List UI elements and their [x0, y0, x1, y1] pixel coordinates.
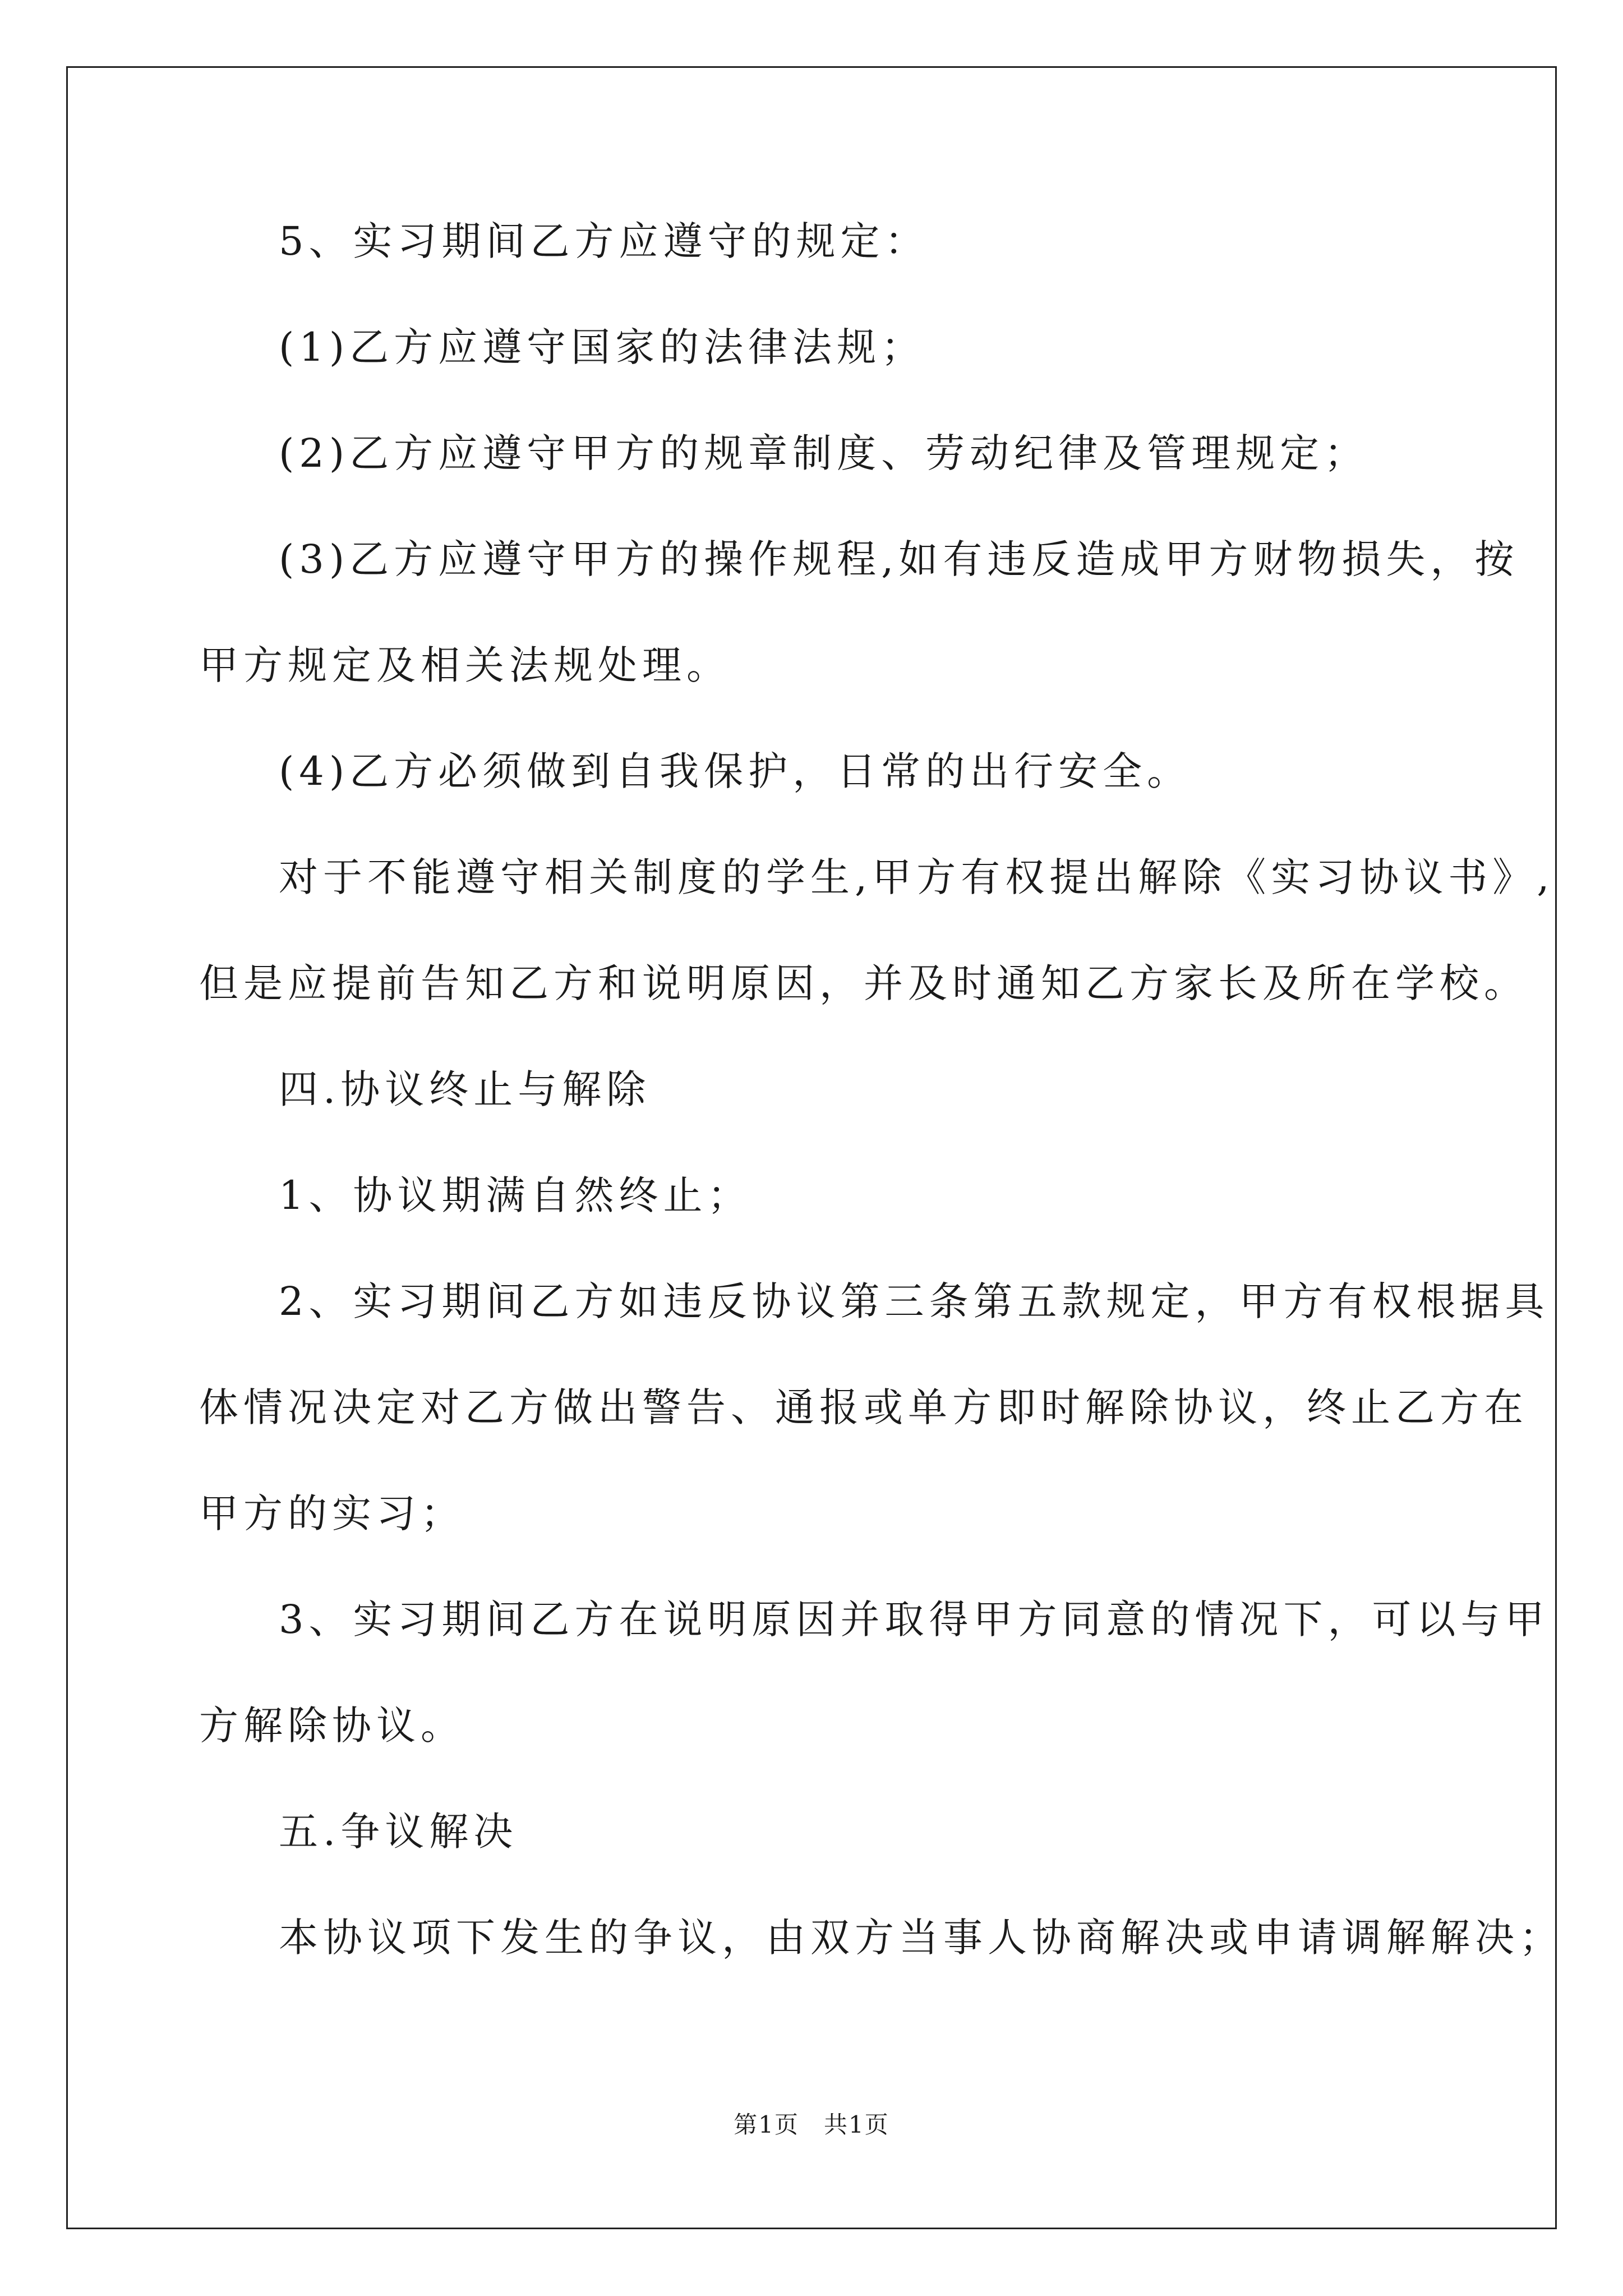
section-5-paragraph: 本协议项下发生的争议，由双方当事人协商解决或申请调解解决；	[279, 1915, 1564, 1961]
section-5-heading: 五.争议解决	[279, 1809, 518, 1855]
clause-5-item-3: (3)乙方应遵守甲方的操作规程,如有违反造成甲方财物损失，按	[279, 536, 1519, 582]
clause-5-heading: 5、实习期间乙方应遵守的规定：	[279, 218, 929, 264]
paragraph-violation-cont: 但是应提前告知乙方和说明原因，并及时通知乙方家长及所在学校。	[199, 960, 1528, 1006]
section-4-heading: 四.协议终止与解除	[279, 1066, 651, 1112]
paragraph-violation: 对于不能遵守相关制度的学生,甲方有权提出解除《实习协议书》,	[279, 854, 1555, 900]
clause-5-item-2: (2)乙方应遵守甲方的规章制度、劳动纪律及管理规定；	[279, 430, 1369, 476]
clause-5-item-1: (1)乙方应遵守国家的法律法规；	[279, 324, 926, 370]
clause-5-item-4: (4)乙方必须做到自我保护，日常的出行安全。	[279, 748, 1192, 794]
section-4-item-3: 3、实习期间乙方在说明原因并取得甲方同意的情况下，可以与甲	[279, 1596, 1550, 1642]
section-4-item-2-cont-2: 甲方的实习；	[199, 1490, 465, 1536]
section-4-item-3-cont: 方解除协议。	[199, 1703, 465, 1749]
section-4-item-2-cont-1: 体情况决定对乙方做出警告、通报或单方即时解除协议，终止乙方在	[199, 1384, 1528, 1430]
clause-5-item-3-cont: 甲方规定及相关法规处理。	[199, 642, 731, 688]
section-4-item-2: 2、实习期间乙方如违反协议第三条第五款规定，甲方有权根据具	[279, 1278, 1550, 1324]
section-4-item-1: 1、协议期满自然终止；	[279, 1172, 752, 1218]
page-border	[66, 66, 1557, 2229]
page-footer: 第1页 共1页	[734, 2111, 889, 2138]
